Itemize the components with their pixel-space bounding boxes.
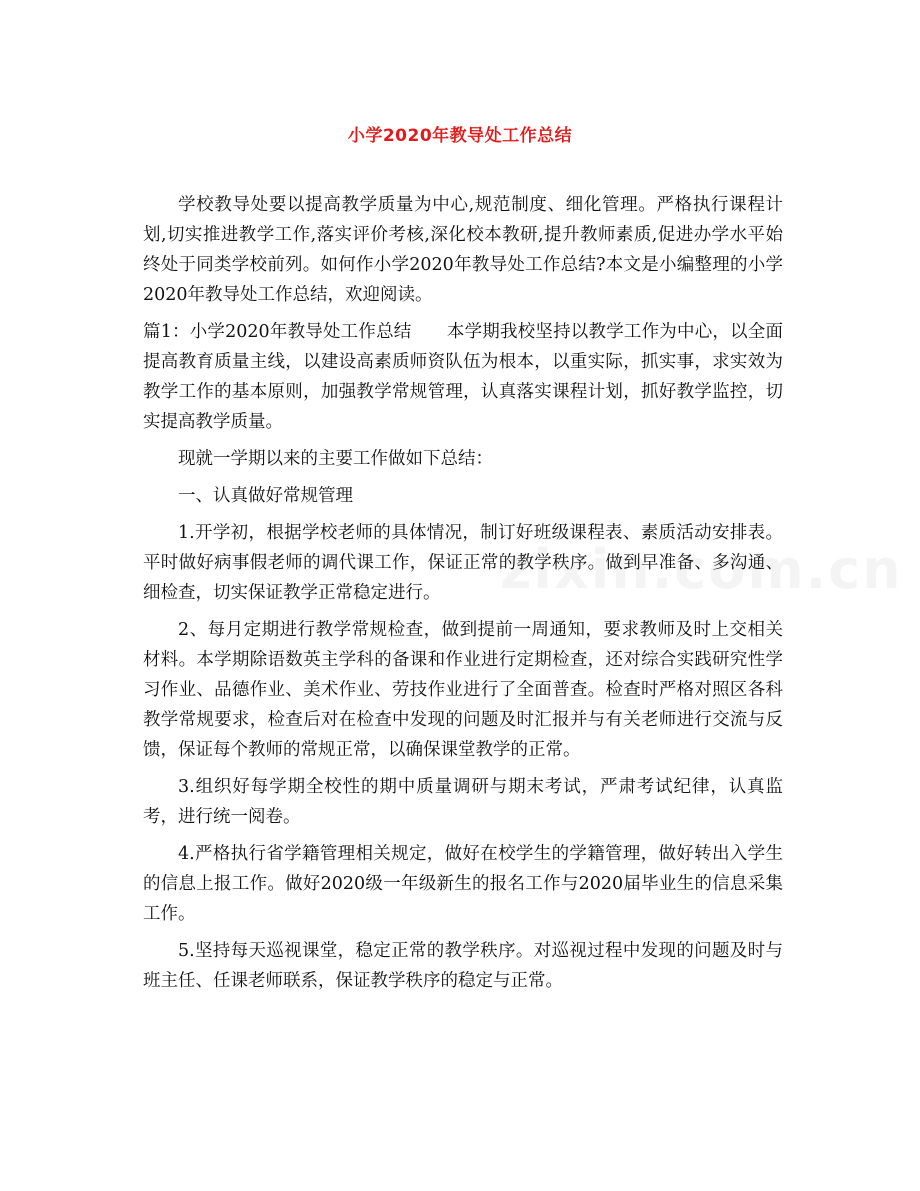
heading-paragraph: 一、认真做好常规管理: [178, 486, 353, 506]
item-4-paragraph: 4.严格执行省学籍管理相关规定，做好在校学生的学籍管理，做好转出入学生的信息上报工作。做好2020级一年级新生的报名工作与2020届毕业生的信息采集工作。: [143, 844, 783, 924]
section-paragraph: 篇1：小学2020年教导处工作总结 本学期我校坚持以教学工作为中心，以全面提高教育质量主线，以建设高素质师资队伍为根本，以重实际，抓实事，求实效为教学工作的基本原则，加强教学常规管理，认真落实课程计划，抓好教学监控，切实提高教学质量。: [143, 322, 783, 432]
summary-lead-paragraph: 现就一学期以来的主要工作做如下总结：: [178, 449, 493, 469]
item-2-paragraph: 2、每月定期进行教学常规检查，做到提前一周通知，要求教师及时上交相关材料。本学期除语数英主学科的备课和作业进行定期检查，还对综合实践研究性学习作业、品德作业、美术作业、劳技作业进行了全面普查。检查时严格对照区各科教学常规要求，检查后对在检查中发现的问题及时汇报并与有关老师进行交流与反馈，保证每个教师的常规正常，以确保课堂教学的正常。: [143, 620, 783, 760]
item-5-paragraph: 5.坚持每天巡视课堂，稳定正常的教学秩序。对巡视过程中发现的问题及时与班主任、任课老师联系，保证教学秩序的稳定与正常。: [143, 941, 783, 991]
intro-paragraph: 学校教导处要以提高教学质量为中心,规范制度、细化管理。严格执行课程计划,切实推进教学工作,落实评价考核,深化校本教研,提升教师素质,促进办学水平始终处于同类学校前列。如何作小学2020年教导处工作总结?本文是小编整理的小学2020年教导处工作总结，欢迎阅读。: [143, 195, 783, 305]
document-title: 小学2020年教导处工作总结: [347, 126, 573, 146]
item-1-paragraph: 1.开学初，根据学校老师的具体情况，制订好班级课程表、素质活动安排表。平时做好病事假老师的调代课工作，保证正常的教学秩序。做到早准备、多沟通、细检查，切实保证教学正常稳定进行。: [143, 523, 783, 603]
item-3-paragraph: 3.组织好每学期全校性的期中质量调研与期末考试，严肃考试纪律，认真监考，进行统一阅卷。: [143, 777, 783, 827]
document-body: [143, 190, 783, 1003]
